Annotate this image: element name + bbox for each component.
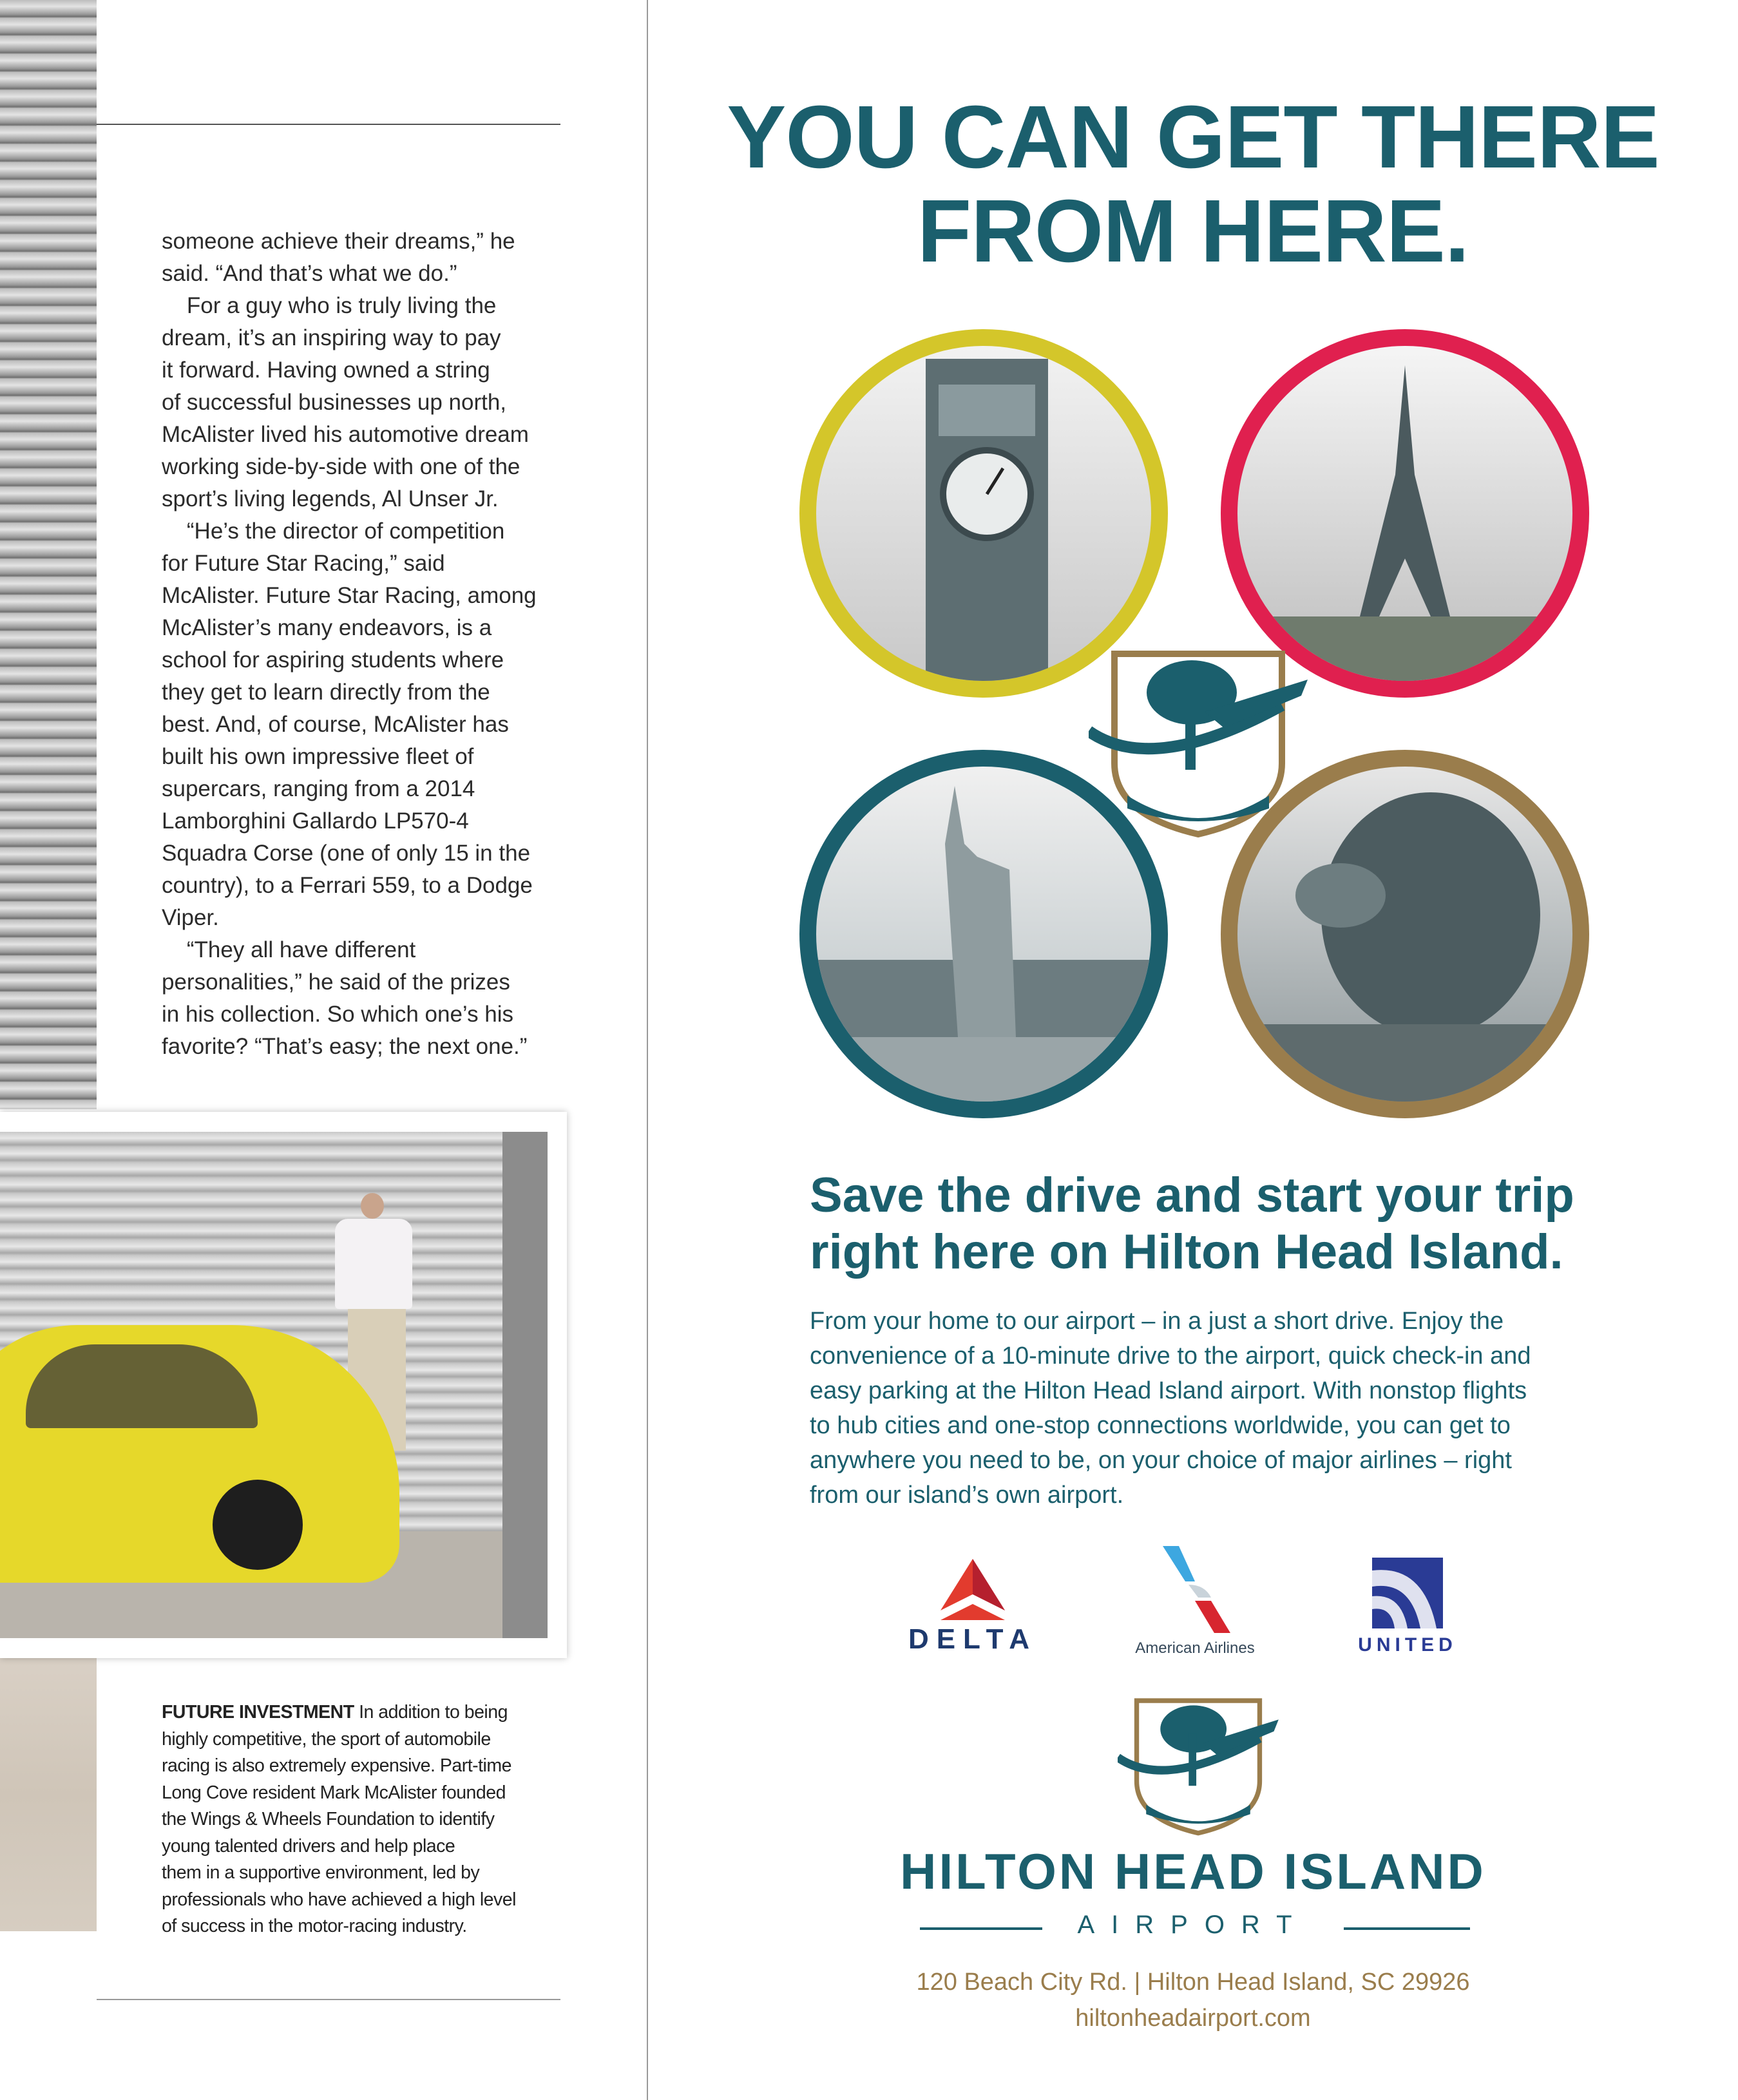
caption-title: FUTURE INVESTMENT <box>162 1702 354 1723</box>
caption-text: Long Cove resident Mark McAlister founded <box>162 1782 506 1803</box>
body-line: dream, it’s an inspiring way to pay <box>162 325 501 350</box>
body-line: of successful businesses up north, <box>162 390 507 415</box>
body-line: Lamborghini Gallardo LP570-4 <box>162 808 469 834</box>
top-rule <box>97 124 560 125</box>
subheading-line-2: right here on Hilton Head Island. <box>810 1225 1563 1279</box>
delta-wordmark: DELTA <box>908 1623 1038 1655</box>
body-line: “He’s the director of competition <box>162 519 505 544</box>
caption-text: them in a supportive environment, led by <box>162 1862 480 1883</box>
caption-line <box>162 1833 455 1860</box>
headline-line-1: YOU CAN GET THERE <box>727 88 1659 187</box>
bottom-rule <box>97 1999 560 2000</box>
body-line: Squadra Corse (one of only 15 in the <box>162 841 531 866</box>
body-line: Viper. <box>162 905 219 930</box>
american-wordmark: American Airlines <box>1135 1639 1255 1657</box>
caption-line <box>162 1753 511 1780</box>
airport-emblem-icon <box>1089 635 1308 841</box>
big-ben-image <box>816 346 1151 681</box>
paragraph-line: anywhere you need to be, on your choice of major airlines – right <box>810 1447 1512 1474</box>
body-line: said. “And that’s what we do.” <box>162 261 457 286</box>
body-line: working side-by-side with one of the <box>162 454 520 479</box>
body-line: built his own impressive fleet of <box>162 744 474 769</box>
united-wordmark: UNITED <box>1358 1634 1457 1656</box>
american-flight-symbol-icon <box>1156 1546 1234 1636</box>
body-line: “They all have different <box>162 937 416 962</box>
delta-logo <box>902 1559 1044 1662</box>
caption-line <box>162 1887 516 1914</box>
airport-logo-icon <box>1118 1686 1279 1838</box>
page-divider <box>647 0 648 2100</box>
caption-line <box>162 1913 467 1940</box>
brand-name: HILTON HEAD ISLAND <box>900 1843 1486 1900</box>
garage-shutter-texture <box>0 0 97 1109</box>
body-line: it forward. Having owned a string <box>162 358 490 383</box>
body-line: McAlister lived his automotive dream <box>162 422 529 447</box>
caption-line <box>162 1726 491 1753</box>
caption-line <box>162 1806 495 1833</box>
wall-texture <box>0 1657 97 1931</box>
caption-text: young talented drivers and help place <box>162 1835 455 1857</box>
subheading-line-1: Save the drive and start your trip <box>810 1168 1574 1223</box>
body-line: school for aspiring students where <box>162 647 504 673</box>
body-line: McAlister. Future Star Racing, among <box>162 583 537 608</box>
caption-text: professionals who have achieved a high level <box>162 1889 516 1910</box>
delta-widget-icon <box>934 1559 1011 1620</box>
ad-subheading <box>810 1167 1574 1281</box>
paragraph-line: From your home to our airport – in a just a short drive. Enjoy the <box>810 1308 1504 1335</box>
address: 120 Beach City Rd. | Hilton Head Island, SC 29926 <box>916 1969 1470 1996</box>
united-logo <box>1346 1558 1469 1661</box>
body-line: for Future Star Racing,” said <box>162 551 445 576</box>
body-line: supercars, ranging from a 2014 <box>162 776 475 801</box>
eiffel-tower-image <box>1237 346 1572 681</box>
united-globe-icon <box>1372 1558 1443 1628</box>
website-link[interactable]: hiltonheadairport.com <box>1075 2005 1311 2032</box>
body-line: best. And, of course, McAlister has <box>162 712 509 737</box>
body-line: McAlister’s many endeavors, is a <box>162 615 492 640</box>
body-line: personalities,” he said of the prizes <box>162 969 510 995</box>
body-line: they get to learn directly from the <box>162 680 490 705</box>
paragraph-line: easy parking at the Hilton Head Island airport. With nonstop flights <box>810 1377 1527 1404</box>
caption-text: racing is also extremely expensive. Part-time <box>162 1755 511 1776</box>
caption-text: the Wings & Wheels Foundation to identify <box>162 1809 495 1829</box>
paragraph-line: convenience of a 10-minute drive to the airport, quick check-in and <box>810 1342 1531 1370</box>
body-line: someone achieve their dreams,” he <box>162 229 515 254</box>
body-line: favorite? “That’s easy; the next one.” <box>162 1034 528 1059</box>
body-line: sport’s living legends, Al Unser Jr. <box>162 486 499 511</box>
caption-text: In addition to being <box>354 1702 508 1723</box>
caption-text: highly competitive, the sport of automobile <box>162 1728 491 1750</box>
ad-headline <box>648 88 1738 281</box>
headline-line-2: FROM HERE. <box>917 182 1469 281</box>
caption-line <box>162 1860 479 1887</box>
caption-text: of success in the motor-racing industry. <box>162 1916 467 1936</box>
caption-line <box>162 1780 506 1807</box>
body-line: country), to a Ferrari 559, to a Dodge <box>162 873 533 898</box>
brand-subtitle: AIRPORT <box>1077 1911 1309 1939</box>
body-line: in his collection. So which one’s his <box>162 1002 514 1027</box>
paragraph-line: from our island’s own airport. <box>810 1482 1124 1509</box>
caption-line <box>162 1699 508 1726</box>
american-airlines-logo <box>1121 1546 1269 1662</box>
body-line: For a guy who is truly living the <box>162 293 497 318</box>
photo-man-with-yellow-porsche <box>0 1132 548 1638</box>
paragraph-line: to hub cities and one-stop connections worldwide, you can get to <box>810 1412 1511 1439</box>
